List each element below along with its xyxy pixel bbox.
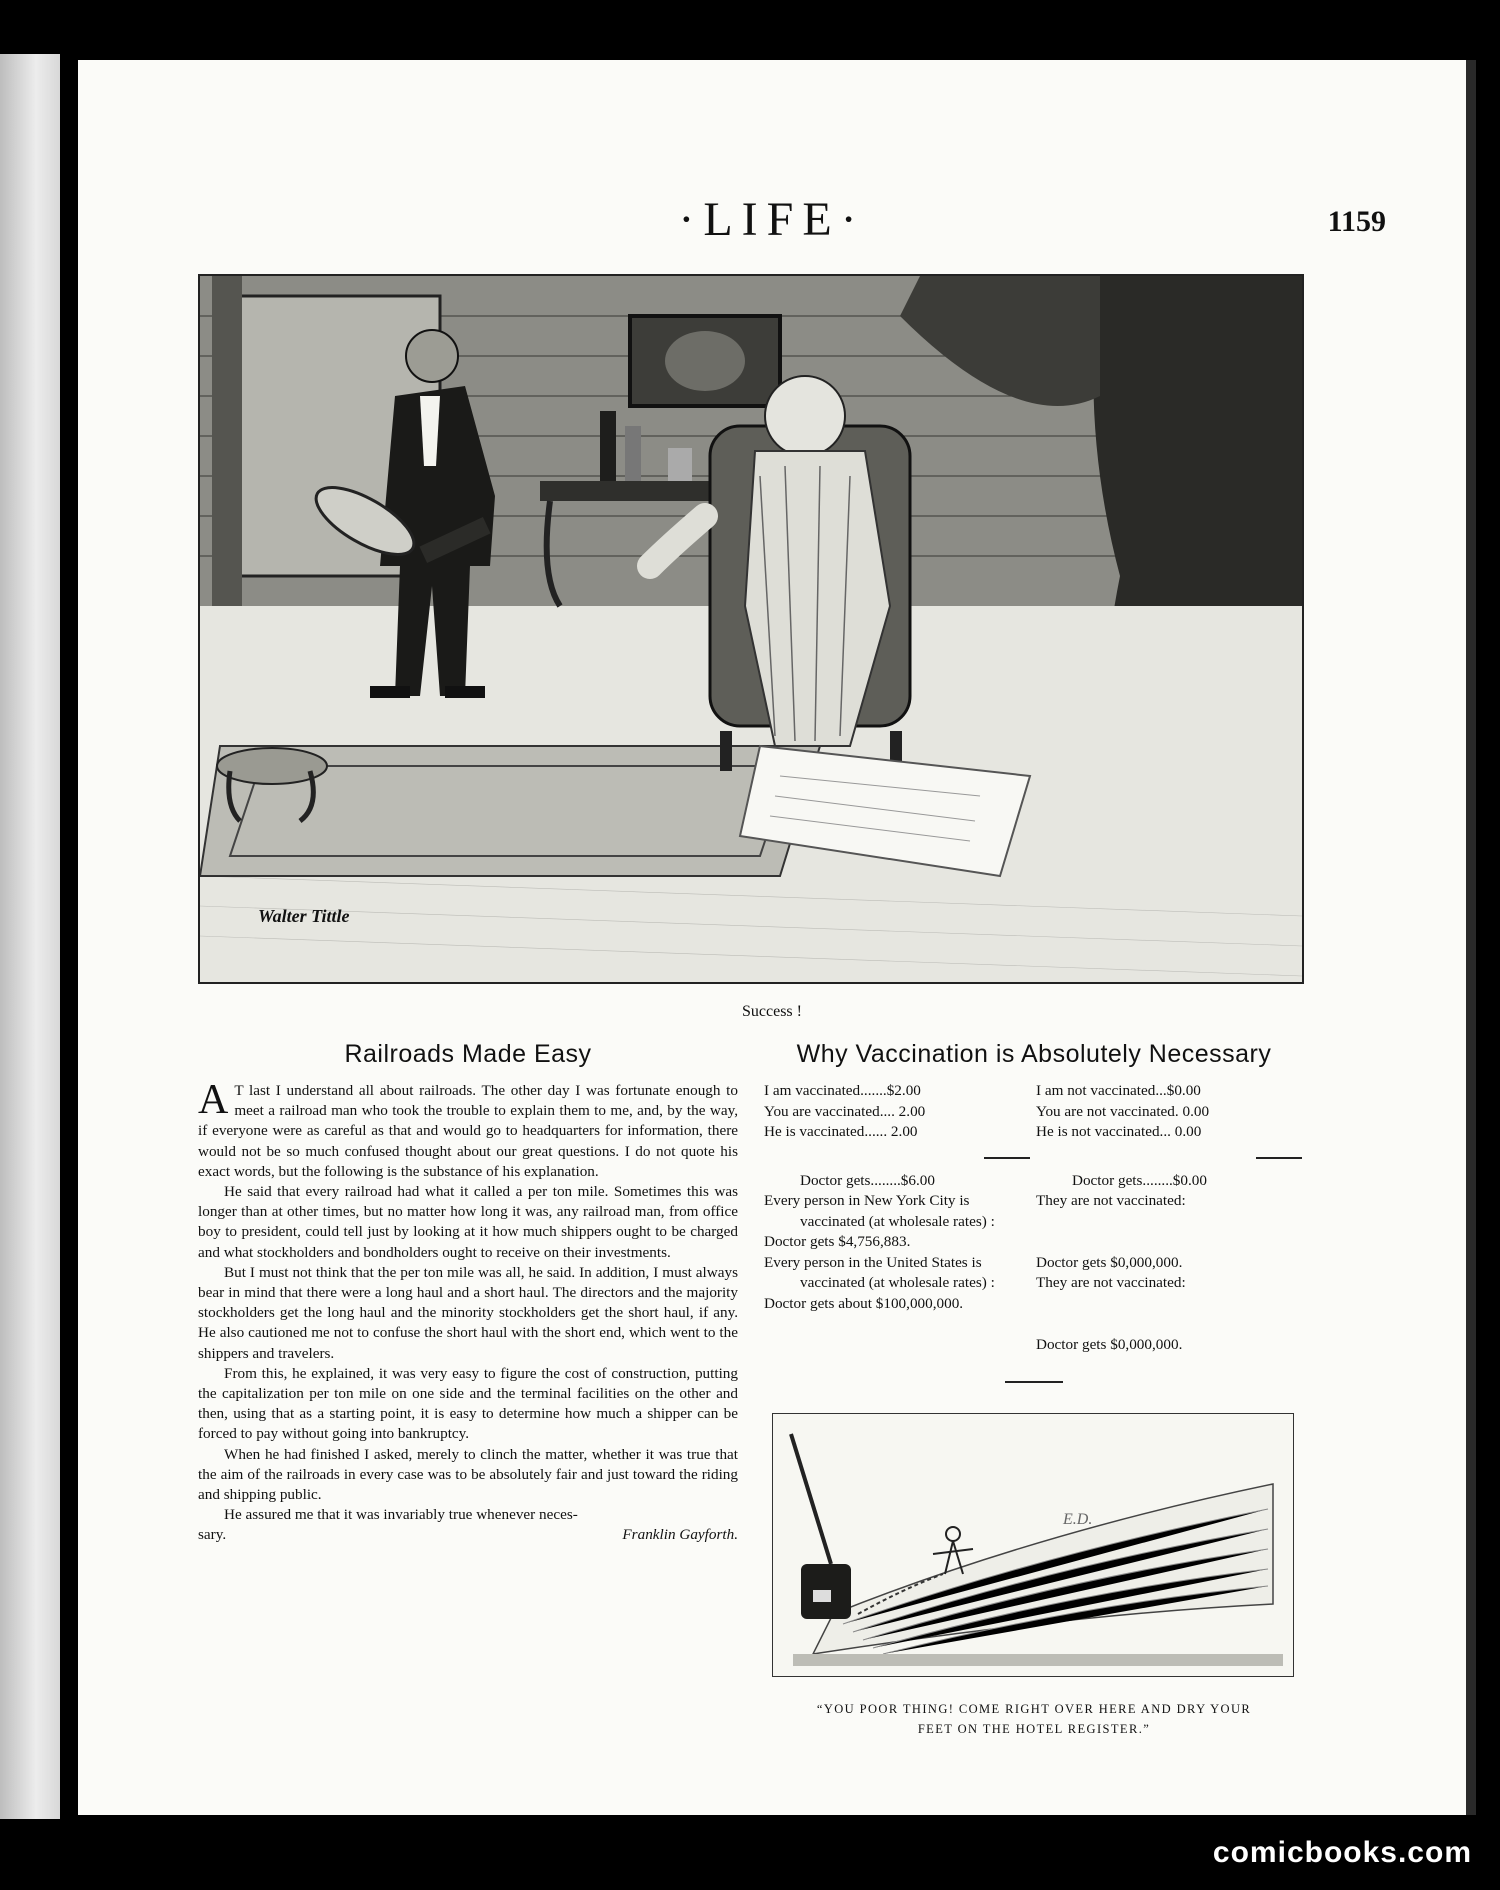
ledger-line: You are vaccinated.... 2.00 [764,1102,926,1120]
article-paragraph: He assured me that it was invariably true whenever neces- [224,1506,578,1524]
ledger-line: He is not vaccinated... 0.00 [1036,1123,1202,1140]
ledger-total: Doctor gets $0,000,000. [1036,1335,1183,1353]
vaccinated-column [764,1081,1032,1355]
page-number: 1159 [1327,205,1386,238]
vaccination-title: Why Vaccination is Absolutely Necessary [796,1040,1272,1068]
article-title: Railroads Made Easy [344,1040,592,1068]
cartoon-caption: Success ! [742,1003,802,1020]
page-spine-shadow [1466,60,1476,1815]
total-rule [984,1157,1030,1159]
watermark: comicbooks.com [1212,1836,1472,1869]
masthead: ·LIFE· [678,193,866,246]
total-rule [1256,1157,1302,1159]
sketch-caption-line: “YOU POOR THING! COME RIGHT OVER HERE AND DRY YOUR [816,1702,1252,1716]
closing-word: sary. [198,1526,227,1544]
cartoon-illustration [198,274,1304,984]
ledger-total: Doctor gets........$6.00 [800,1171,935,1189]
article-paragraph [198,1077,738,1182]
ledger-total: Doctor gets $0,000,000. [1036,1253,1183,1271]
ledger-total: Doctor gets........$0.00 [1072,1171,1207,1189]
ledger-line: You are not vaccinated. 0.00 [1036,1102,1210,1120]
article-author: Franklin Gayforth. [622,1526,738,1544]
article-paragraph: He said that every railroad had what it called a per ton mile. Sometimes this was longer than at other times, but no matter how long it was, any railroad man, from office boy to president, could tell just by looking at it how much shippers ought to be charged and what stockholders and bondholders ought to receive on their investments. [198,1183,738,1261]
article-paragraph: From this, he explained, it was very easy to figure the cost of construction, putting the capitalization per ton mile on one side and the terminal facilities on the other and then, using that as a starting point, it is easy to determine how much a shipper can be forced to pay without going into bankruptcy. [198,1364,738,1443]
drop-cap: A [198,1077,229,1123]
article-railroads [198,1040,738,1545]
paragraph-text: T last I understand all about railroads. The other day I was fortunate enough to meet a railroad man who took the trouble to explain them to me, and, by the way, if everyone were as careful as that and would go to headquarters for information, there would not be so much confused thought about our great questions. I do not quote his exact words, but the following is the substance of his explanation. [198,1082,738,1180]
inkwell-book-drawing [773,1414,1293,1676]
sketch-caption-line: FEET ON THE HOTEL REGISTER.” [917,1722,1151,1736]
ledger-text: They are not vaccinated: [1036,1274,1186,1291]
left-page-edge [0,54,60,1819]
ledger-total: Doctor gets about $100,000,000. [764,1294,964,1312]
register-sketch [772,1413,1294,1677]
artist-signature: Walter Tittle [258,906,350,926]
article-vaccination [764,1040,1304,1739]
spacer [1036,1294,1304,1335]
article-paragraph: But I must not think that the per ton mile was all, he said. In addition, I must always bear in mind that there were a long haul and a short haul. The directors and the majority stockholders get the long haul and the minority stockholders get the short haul, if any. He also cautioned me not to confuse the short haul with the short end, which went to the shippers and travelers. [198,1263,738,1362]
section-rule [1005,1381,1063,1383]
byline-row [198,1525,738,1545]
vaccination-table [764,1081,1304,1355]
ledger-line: I am not vaccinated...$0.00 [1036,1082,1201,1099]
ledger-total: Doctor gets $4,756,883. [764,1233,911,1250]
cartoon-drawing [200,276,1302,982]
spacer [1036,1212,1304,1253]
ledger-text: Every person in New York City is vaccinated (at wholesale rates) : [764,1192,995,1230]
ledger-line: I am vaccinated.......$2.00 [764,1082,921,1099]
magazine-page [78,60,1466,1815]
article-paragraph: When he had finished I asked, merely to clinch the matter, whether it was true that the aim of the railroads in every case was to be absolutely fair and just toward the riding and shipping public. [198,1445,738,1504]
svg-text:E.D.: E.D. [1063,1511,1093,1528]
sketch-caption [764,1699,1304,1739]
ledger-text: They are not vaccinated: [1036,1192,1186,1209]
ledger-text: Every person in the United States is vaccinated (at wholesale rates) : [764,1253,995,1291]
not-vaccinated-column [1036,1081,1304,1355]
ledger-line: He is vaccinated...... 2.00 [764,1123,918,1140]
